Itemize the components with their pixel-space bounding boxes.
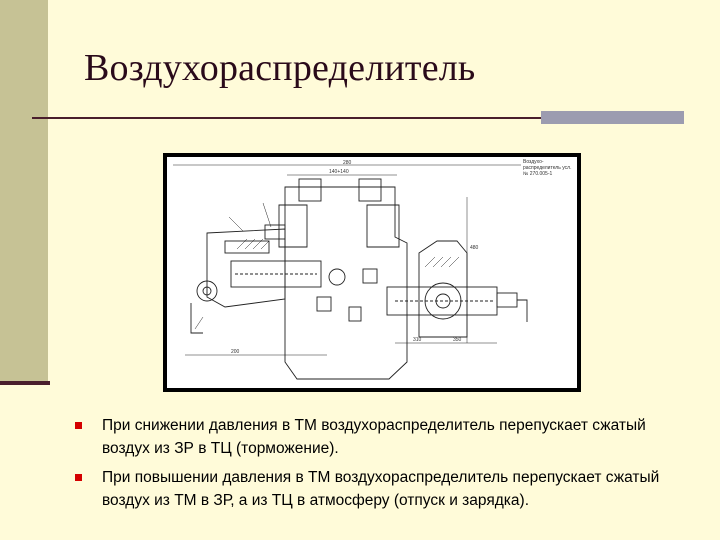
dim-label-top: 140+140 xyxy=(329,169,349,175)
title-rule-accent xyxy=(541,111,684,124)
dim-label-left-base: 200 xyxy=(231,349,240,355)
diagram-canvas xyxy=(167,157,577,388)
dim-label-right-end: 350 xyxy=(453,337,462,343)
drawing-caption: Воздухо- распределитель усл. № 270.005-1 xyxy=(523,159,572,177)
air-distributor-drawing xyxy=(167,157,577,388)
slide-title: Воздухораспределитель xyxy=(84,47,476,89)
side-decor-bar xyxy=(0,0,48,382)
dim-label-right-base: 310 xyxy=(413,337,422,343)
bullet-text: При снижении давления в ТМ воздухораспределитель перепускает сжатый воздух из ЗР в ТЦ (торможение). xyxy=(102,417,646,457)
bullet-marker-icon xyxy=(75,474,82,481)
bullet-item xyxy=(75,414,695,460)
dim-label-vertical: 480 xyxy=(470,245,479,251)
bullet-marker-icon xyxy=(75,422,82,429)
diagram-figure xyxy=(163,153,581,392)
dim-label-overall: 280 xyxy=(343,160,352,166)
side-decor-underline xyxy=(0,381,50,385)
bullet-item xyxy=(75,466,695,512)
bullet-text: При повышении давления в ТМ воздухораспределитель перепускает сжатый воздух из ТМ в ЗР, а из ТЦ в атмосферу (отпуск и зарядка). xyxy=(102,469,660,509)
bullet-list xyxy=(75,414,695,518)
